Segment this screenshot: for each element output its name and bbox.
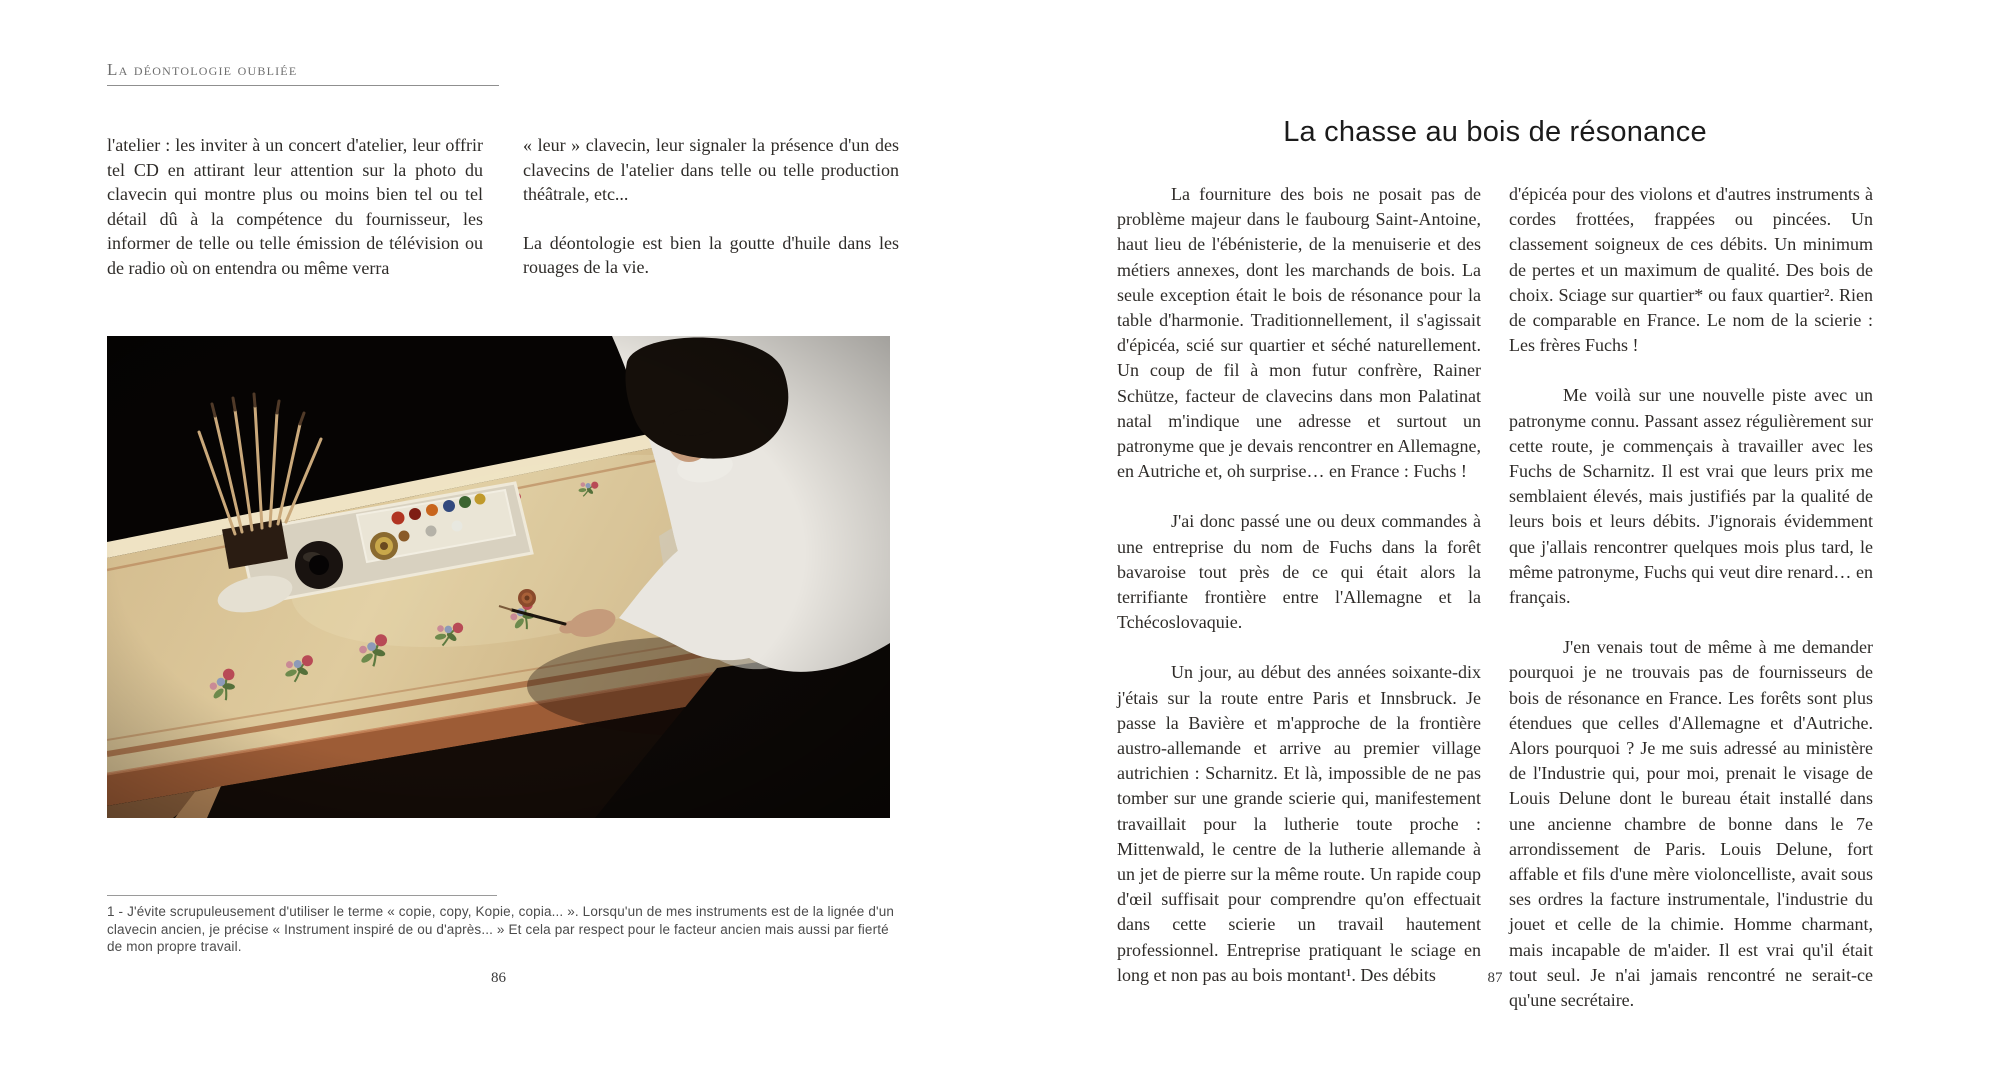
footnote-rule [107, 895, 497, 896]
harpsichord-photo-illustration [107, 336, 890, 818]
right-page-column-2 [1509, 182, 1873, 1038]
footnote-text: 1 - J'évite scrupuleusement d'utiliser le terme « copie, copy, Kopie, copia... ». Lorsqu'un de mes instruments est de la lignée d'un clavecin ancien, je précise « Instrument inspiré de ou d'après... » Et cela par respect pour le facteur ancien mais aussi par fierté de mon propre travail. [107, 904, 895, 954]
right-page-column-1 [1117, 182, 1481, 1038]
header-rule [107, 85, 499, 86]
left-page-column-2 [523, 133, 899, 304]
paragraph: l'atelier : les inviter à un concert d'atelier, leur offrir tel CD en attirant leur attention sur la photo du clavecin qui montre plus ou moins bien tel ou tel détail dû à la compétence du fournisseur, les informer de telle ou telle émission de télévision ou de radio où on entendra ou même verra [107, 135, 483, 278]
harpsichord-painting-photo [107, 336, 890, 818]
photo-vignette [107, 336, 890, 818]
page-number-86: 86 [491, 970, 506, 986]
paragraph: J'en venais tout de même à me demander pourquoi je ne trouvais pas de fournisseurs de bois de résonance en France. Les forêts sont plus étendues que celles d'Allemagne et d'Autriche. Alors pourquoi ? Je me suis adressé au ministère de l'Industrie qui, pour moi, prenait le visage de Louis Delune dont le bureau était installé dans une ancienne chambre de bonne dans le 7e arrondissement de Paris. Louis Delune, fort affable et fils d'une mère violoncelliste, avait sous ses ordres la facture instrumentale, l'industrie du jouet et celle de la chimie. Homme charmant, mais incapable de m'aider. Il est vrai qu'il était tout seul. Je n'ai jamais rencontré ne serait-ce qu'une secrétaire. [1509, 637, 1873, 1011]
paragraph: Un jour, au début des années soixante-dix j'étais sur la route entre Paris et Innsbruck. Je passe la Bavière et m'approche de la frontière austro-allemande et arrive au premier village autrichien : Scharnitz. Et là, impossible de ne pas tomber sur une grande scierie qui, manifestement travaillait pour la lutherie toute proche : Mittenwald, le centre de la lutherie allemande à un jet de pierre sur la même route. Un rapide coup d'œil suffisait pour comprendre qu'on effectuait dans cette scierie un travail hautement professionnel. Entreprise pratiquant le sciage en long et non pas au bois montant¹. Des débits [1117, 662, 1481, 985]
running-header-text: La déontologie oubliée [107, 60, 298, 79]
left-page-text-columns [107, 133, 899, 304]
page-number-87: 87 [1487, 970, 1503, 986]
left-page-column-1 [107, 133, 483, 304]
paragraph: Me voilà sur une nouvelle piste avec un patronyme connu. Passant assez régulièrement sur cette route, je commençais à travailler avec les Fuchs de Scharnitz. Il est vrai que leurs prix me semblaient élevés, mais justifiés par la qualité de leurs bois et leurs débits. J'ignorais évidemment que j'allais rencontrer quelques mois plus tard, le même patronyme, Fuchs qui veut dire renard… en français. [1509, 385, 1873, 608]
chapter-title: La chasse au bois de résonance [1283, 116, 1707, 148]
right-page-text-columns [1117, 182, 1873, 1038]
paragraph: J'ai donc passé une ou deux commandes à une entreprise du nom de Fuchs dans la forêt bavaroise tout près de ce qui était alors la terrifiante frontière entre l'Allemagne et la Tchécoslovaquie. [1117, 511, 1481, 633]
paragraph: d'épicéa pour des violons et d'autres instruments à cordes frottées, frappées ou pincées. Un classement soigneux de ces débits. Un minimum de pertes et un maximum de qualité. Des bois de choix. Sciage sur quartier* ou faux quartier². Rien de comparable en France. Le nom de la scierie : Les frères Fuchs ! [1509, 184, 1873, 356]
paragraph: La fourniture des bois ne posait pas de problème majeur dans le faubourg Saint-Antoine, haut lieu de l'ébénisterie, de la menuiserie et des métiers annexes, dont les marchands de bois. La seule exception était le bois de résonance pour la table d'harmonie. Traditionnellement, il s'agissait d'épicéa, scié sur quartier et séché naturellement. Un coup de fil à mon futur confrère, Rainer Schütze, facteur de clavecins dans mon Palatinat natal m'indique une adresse et surtout un patronyme que je devais rencontrer en Allemagne, en Autriche et, oh surprise… en France : Fuchs ! [1117, 184, 1481, 482]
paragraph: La déontologie est bien la goutte d'huile dans les rouages de la vie. [523, 232, 899, 277]
paragraph: « leur » clavecin, leur signaler la présence d'un des clavecins de l'atelier dans telle ou telle production théâtrale, etc... [523, 135, 899, 204]
running-header [107, 60, 499, 86]
